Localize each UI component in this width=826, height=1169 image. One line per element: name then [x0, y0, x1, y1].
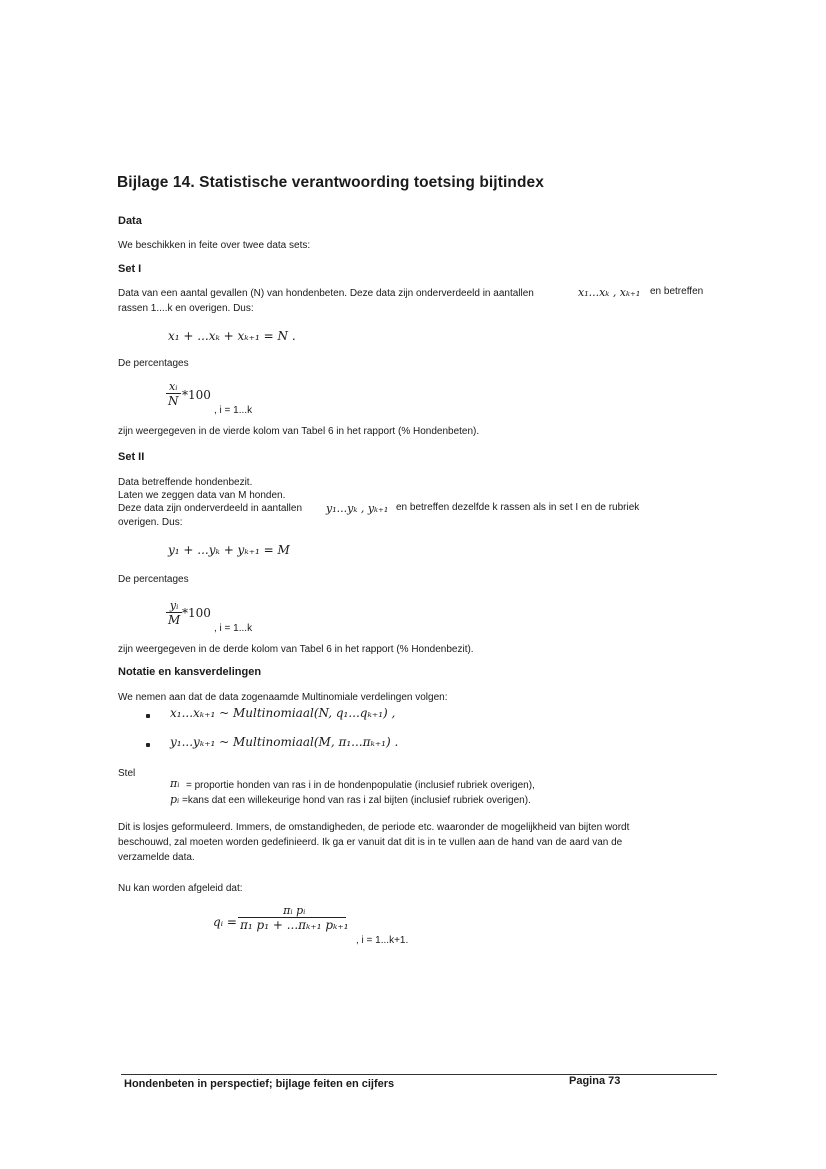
def1-text: = proportie honden van ras i in de hondenpopulatie (inclusief rubriek overigen), — [186, 780, 535, 791]
footer-divider — [121, 1074, 717, 1075]
bullet2-formula: y₁...yₖ₊₁ ~ Multinomiaal(M, π₁...πₖ₊₁) . — [170, 735, 399, 749]
set2-frac-mult: *100 — [182, 606, 211, 620]
set1-line1-end: en betreffen — [650, 286, 704, 297]
set1-frac-range: , i = 1...k — [214, 405, 253, 416]
set1-line1: Data van een aantal gevallen (N) van hondenbeten. Deze data zijn onderverdeeld in aantallen — [118, 288, 534, 299]
set1-line2: rassen 1....k en overigen. Dus: — [118, 303, 254, 314]
q-numerator: πᵢ pᵢ — [283, 904, 306, 917]
set1-fraction — [166, 380, 181, 408]
page-title: Bijlage 14. Statistische verantwoording toetsing bijtindex — [117, 174, 544, 191]
intro-text: We beschikken in feite over twee data sets: — [118, 240, 311, 251]
set1-vars: x₁...xₖ , xₖ₊₁ — [578, 286, 641, 299]
notatie-heading: Notatie en kansverdelingen — [118, 666, 262, 678]
data-heading: Data — [118, 215, 142, 227]
q-fraction — [238, 904, 351, 932]
set1-note: zijn weergegeven in de vierde kolom van Tabel 6 in het rapport (% Hondenbeten). — [118, 426, 480, 437]
set2-frac-range: , i = 1...k — [214, 623, 253, 634]
derive-text: Nu kan worden afgeleid dat: — [118, 883, 243, 894]
footer-left: Hondenbeten in perspectief; bijlage feiten en cijfers — [124, 1078, 395, 1090]
set2-heading: Set II — [118, 451, 145, 463]
set2-equation: y₁ + ...yₖ + yₖ₊₁ = M — [168, 543, 290, 557]
set1-percentages-label: De percentages — [118, 358, 189, 369]
set2-line3: Deze data zijn onderverdeeld in aantallen — [118, 503, 303, 514]
bullet-icon — [146, 743, 150, 747]
set2-frac-numerator: yᵢ — [169, 599, 179, 612]
def1-symbol: πᵢ — [170, 777, 180, 790]
set2-vars: y₁...yₖ , yₖ₊₁ — [326, 502, 389, 515]
set2-line4: overigen. Dus: — [118, 517, 183, 528]
bullet-icon — [146, 714, 150, 718]
paragraph-line3: verzamelde data. — [118, 852, 195, 863]
set1-equation: x₁ + ...xₖ + xₖ₊₁ = N . — [168, 329, 296, 343]
set1-frac-numerator: xᵢ — [169, 380, 178, 393]
set2-line1: Data betreffende hondenbezit. — [118, 477, 253, 488]
def2-symbol: pᵢ — [170, 793, 180, 806]
set1-frac-denominator: N — [168, 394, 179, 408]
q-lhs: qᵢ = — [213, 915, 237, 929]
set2-percentages-label: De percentages — [118, 574, 189, 585]
set2-line2: Laten we zeggen data van M honden. — [118, 490, 286, 501]
bullet1-formula: x₁...xₖ₊₁ ~ Multinomiaal(N, q₁...qₖ₊₁) , — [170, 706, 396, 720]
paragraph-line1: Dit is losjes geformuleerd. Immers, de omstandigheden, de periode etc. waaronder de mogelijkheid van bijten wordt — [118, 822, 630, 833]
set2-fraction — [166, 599, 182, 627]
set1-frac-mult: *100 — [182, 388, 211, 402]
q-denominator: π₁ p₁ + ...πₖ₊₁ pₖ₊₁ — [240, 918, 349, 932]
set2-note: zijn weergegeven in de derde kolom van Tabel 6 in het rapport (% Hondenbezit). — [118, 644, 474, 655]
paragraph-line2: beschouwd, zal moeten worden gedefinieerd. Ik ga er vanuit dat dit is in te vullen aan de hand van de aard van de — [118, 837, 623, 848]
set1-heading: Set I — [118, 263, 142, 275]
stel-label: Stel — [118, 768, 136, 779]
page-number: Pagina 73 — [569, 1075, 621, 1087]
set2-line3-end: en betreffen dezelfde k rassen als in set I en de rubriek — [396, 502, 640, 513]
notatie-intro: We nemen aan dat de data zogenaamde Multinomiale verdelingen volgen: — [118, 692, 448, 703]
def2-text: =kans dat een willekeurige hond van ras i zal bijten (inclusief rubriek overigen). — [182, 795, 531, 806]
set2-frac-denominator: M — [168, 613, 181, 627]
q-range: , i = 1...k+1. — [356, 935, 409, 946]
